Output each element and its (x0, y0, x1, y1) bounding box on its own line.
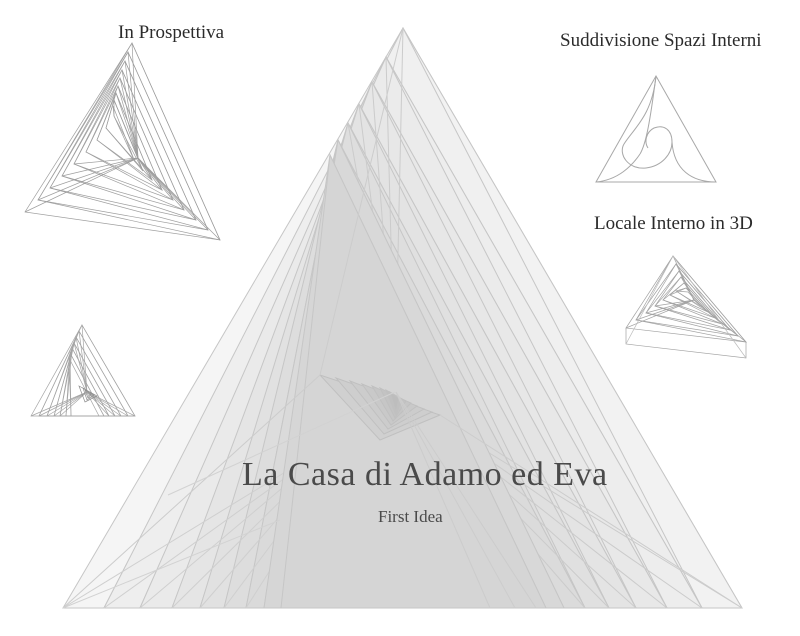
perspective-stepped-pyramid-figure (10, 40, 245, 255)
label-locale-interno-3d: Locale Interno in 3D (594, 213, 753, 234)
interior-room-3d-figure (618, 250, 763, 375)
interior-space-subdivision-figure (588, 70, 724, 190)
label-suddivisione-spazi-interni: Suddivisione Spazi Interni (560, 30, 762, 51)
page-title: La Casa di Adamo ed Eva (242, 456, 608, 493)
small-triangle-spiral-figure (25, 320, 143, 430)
page-subtitle: First Idea (378, 507, 443, 526)
label-in-prospettiva: In Prospettiva (118, 22, 225, 43)
